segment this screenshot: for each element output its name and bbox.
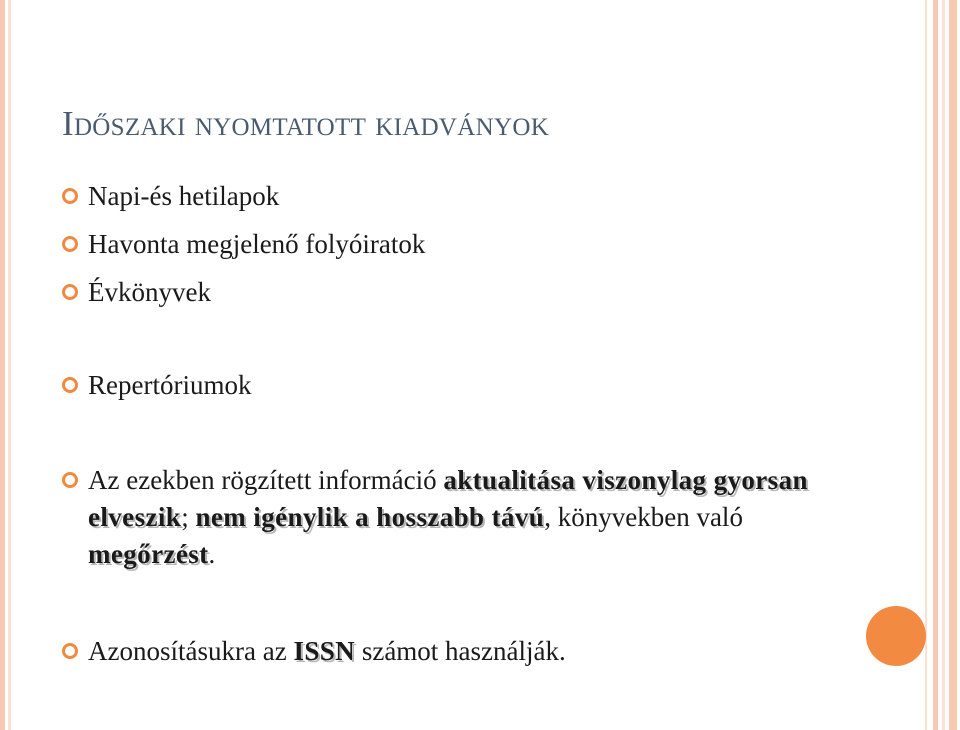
list-item	[62, 367, 842, 404]
text-segment: .	[208, 539, 216, 569]
text-segment: Az ezekben rögzített információ	[88, 465, 444, 495]
text-segment: számot használják.	[355, 636, 566, 666]
list-item-text: Repertóriumok	[88, 370, 252, 400]
list-item	[62, 462, 842, 573]
text-segment: Azonosításukra az	[88, 636, 294, 666]
emphasis-text: megőrzést	[88, 539, 209, 569]
text-segment: ;	[181, 502, 196, 532]
right-border-stripe-thin	[942, 0, 945, 730]
right-border-stripe	[933, 0, 938, 730]
left-border-stripe-thin	[8, 0, 11, 730]
left-border-stripe	[0, 0, 5, 730]
list-item-text	[88, 462, 842, 573]
list-item-text: Napi-és hetilapok	[88, 181, 280, 211]
bullet-circle-icon	[62, 284, 78, 300]
right-border-stripe-thin	[925, 0, 927, 730]
orange-circle-decoration	[866, 606, 926, 666]
text-segment: , könyvekben való	[544, 502, 743, 532]
bullet-circle-icon	[62, 643, 78, 659]
list-item	[62, 633, 842, 670]
list-item	[62, 178, 842, 215]
list-item-text: Havonta megjelenő folyóiratok	[88, 229, 426, 259]
bullet-circle-icon	[62, 472, 78, 488]
right-border-stripe-wide	[949, 0, 957, 730]
list-item	[62, 274, 842, 311]
list-item	[62, 226, 842, 263]
bullet-circle-icon	[62, 236, 78, 252]
list-item-text: Évkönyvek	[88, 277, 211, 307]
list-item-text	[88, 633, 842, 670]
bullet-circle-icon	[62, 377, 78, 393]
emphasis-text: ISSN	[293, 636, 356, 666]
emphasis-text: nem igénylik a hosszabb távú	[195, 502, 545, 532]
emphasis-text: aktualitása viszonylag gyorsan elveszik	[88, 465, 808, 532]
bullet-circle-icon	[62, 188, 78, 204]
page-title: Időszaki nyomtatott kiadványok	[62, 104, 550, 143]
